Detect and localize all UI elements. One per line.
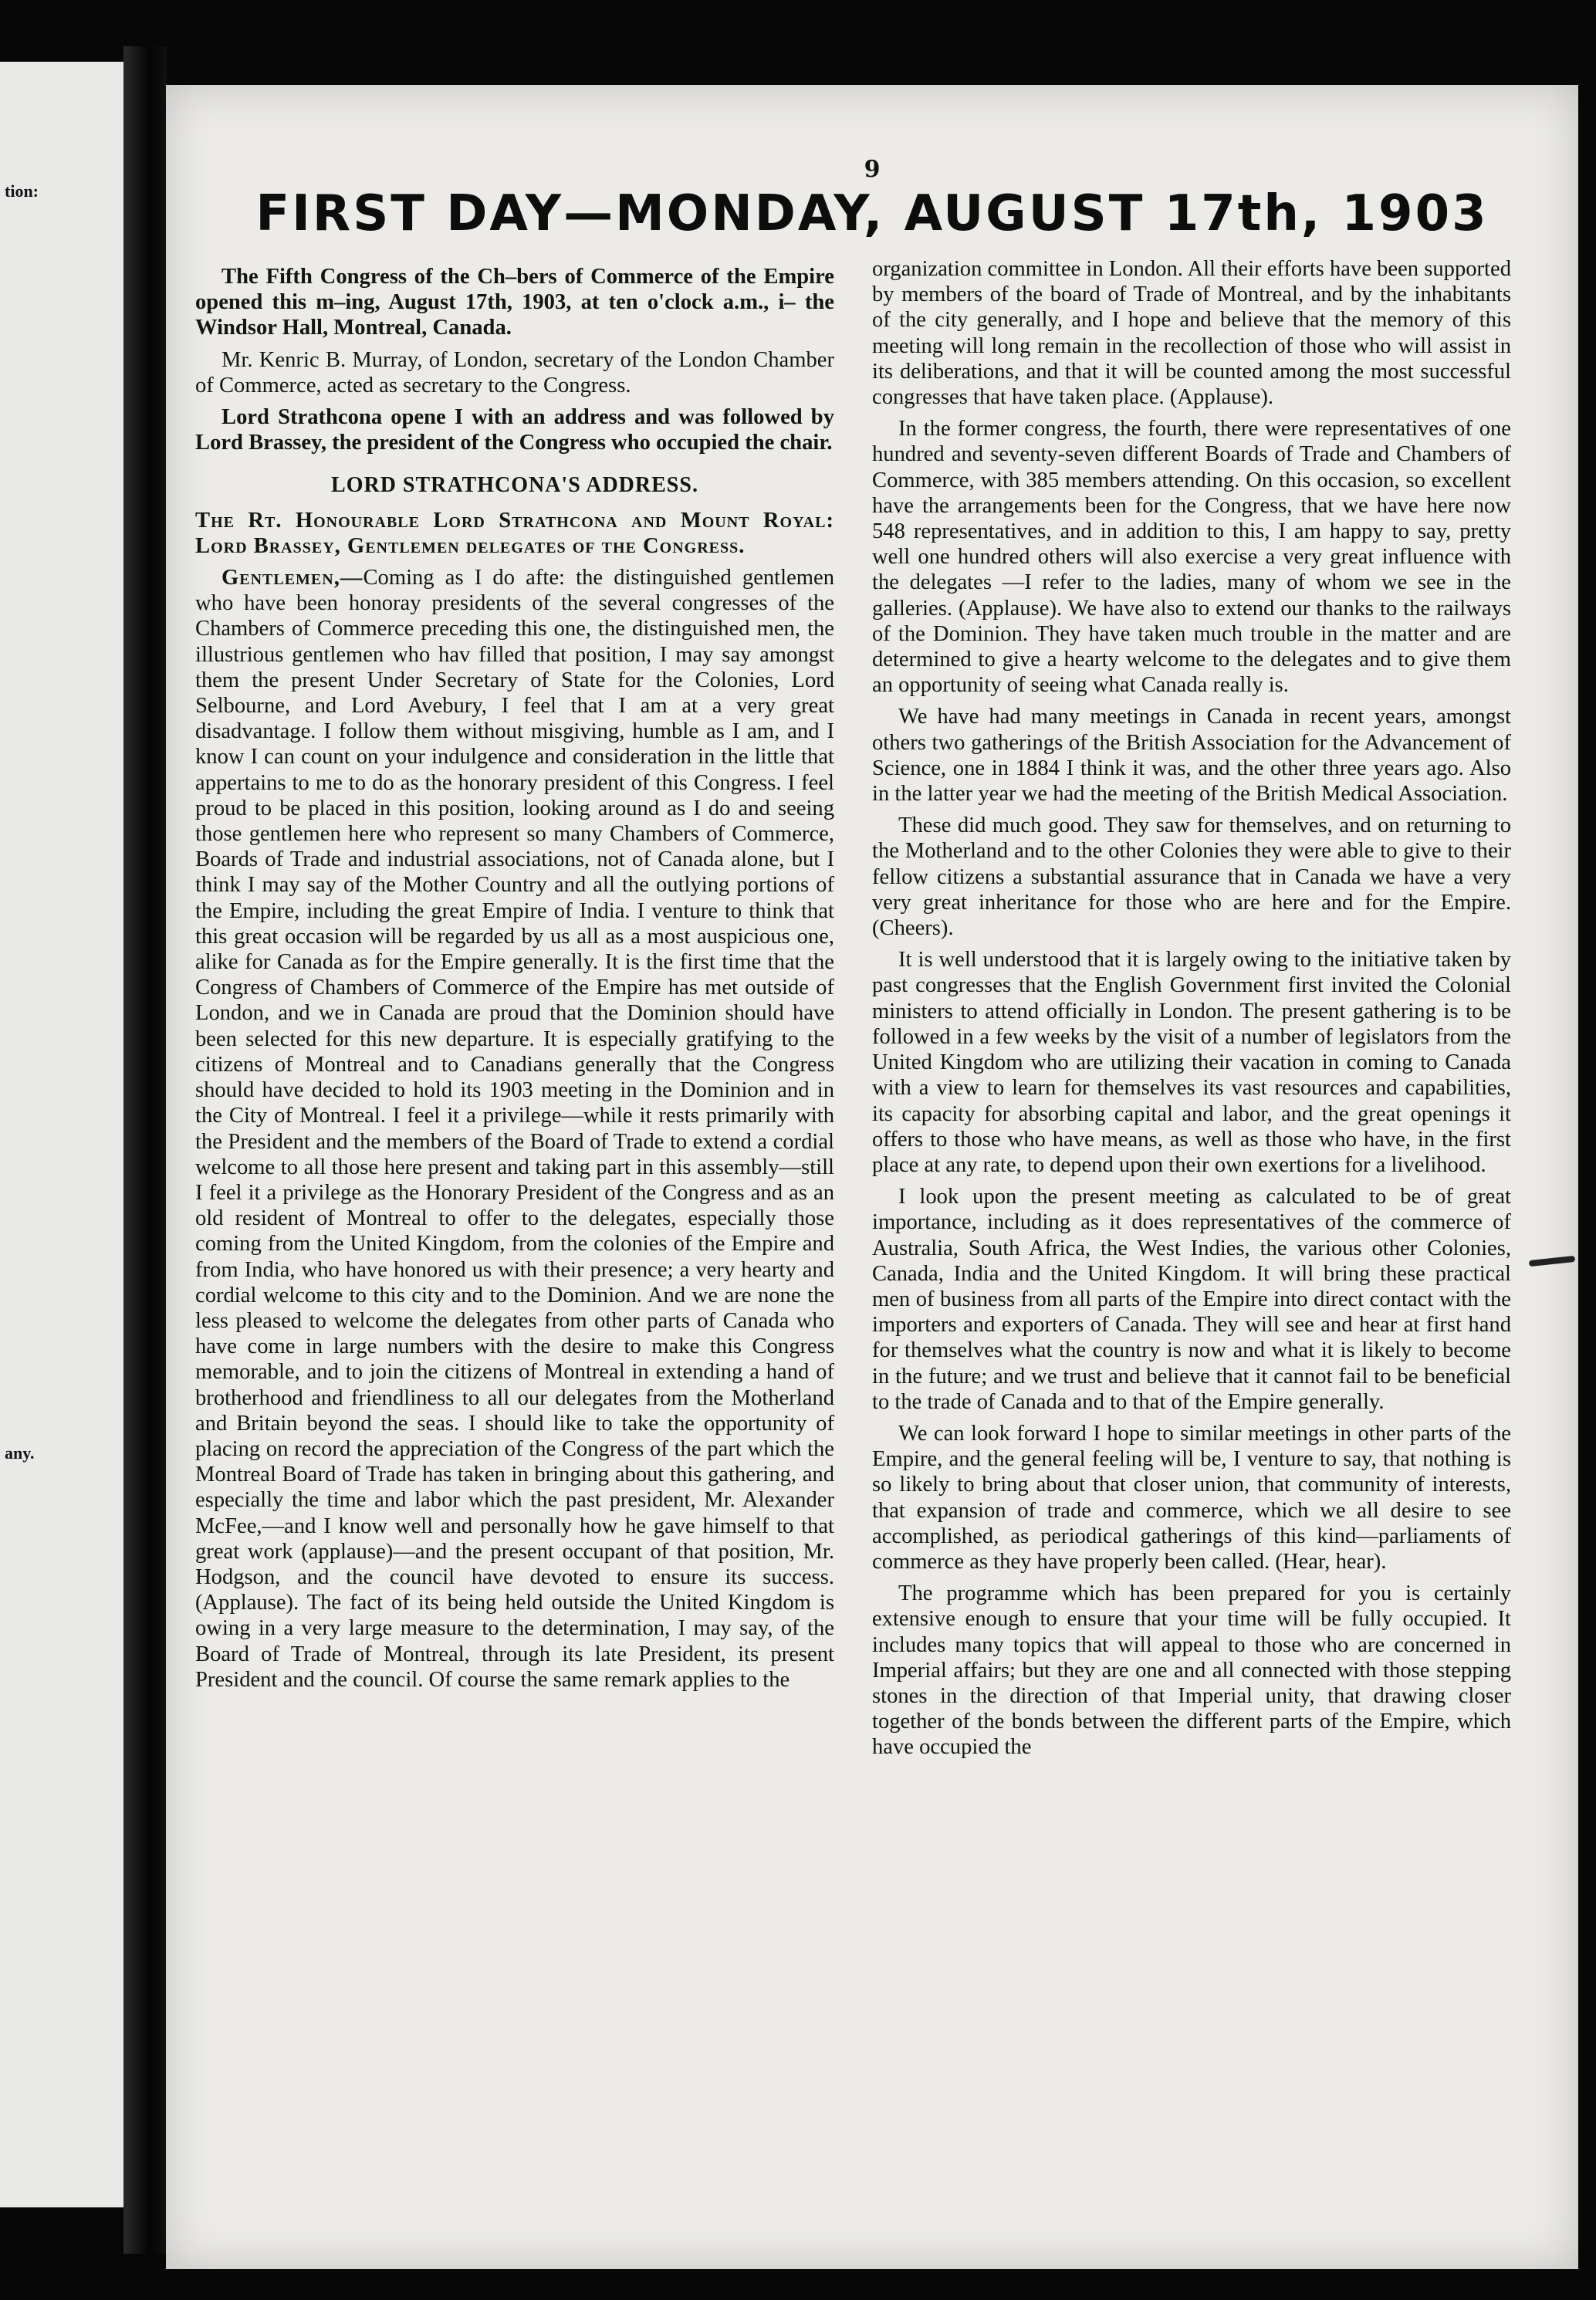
left-column [195,264,834,1699]
intro-paragraph: Mr. Kenric B. Murray, of London, secretary of the London Chamber of Commerce, acted as secretary to the Congress. [195,347,834,397]
address-opening: Gentlemen,— [221,566,363,590]
previous-page-text: any. [5,1443,35,1463]
body-paragraph: The programme which has been prepared for you is certainly extensive enough to ensure that your time will be fully occupied. It includes many topics that will appeal to those who are concerned in Imperial affairs; but they are one and all connected with those stepping stones in the direction of that Imperial unity, that drawing closer together of the bonds between the different parts of the Empire, which have occupied the [872,1581,1511,1760]
section-heading: LORD STRATHCONA'S ADDRESS. [331,473,698,498]
body-paragraph: We can look forward I hope to similar meetings in other parts of the Empire, and the general feeling will be, I venture to say, that nothing is so likely to bring about that closer union, that community of interests, that expansion of trade and commerce, which we all desire to see accomplished, as periodical gatherings of this kind—parliaments of commerce as they have properly been called. (Hear, hear). [872,1421,1511,1574]
scanned-page [166,85,1578,2269]
intro-paragraph: The Fifth Congress of the Ch–bers of Commerce of the Empire opened this m–ing, August 17th, 1903, at ten o'clock a.m., i– the Windsor Hall, Montreal, Canada. [195,265,834,340]
body-paragraph: organization committee in London. All their efforts have been supported by members of the board of Trade of Montreal, and by the inhabitants of the city generally, and I hope and believe that the memory of this meeting will long remain in the recollection of those who will assist in its deliberations, and that it will be counted among the most successful congresses that have taken place. (Applause). [872,257,1511,410]
body-paragraph: In the former congress, the fourth, there were representatives of one hundred and seventy-seven different Boards of Trade and Chambers of Commerce, with 385 members attending. On this occasion, so excellent have the arrangements been for the Congress, that we have here now 548 representatives, and in addition to this, I am happy to say, pretty well one hundred others will also exercise a very great influence with the delegates —I refer to the ladies, many of whom we see in the galleries. (Applause). We have also to extend our thanks to the railways of the Dominion. They have taken much trouble in the matter and are determined to give a hearty welcome to the delegates and to give them an opportunity of seeing what Canada really is. [872,417,1511,698]
previous-page-text: tion: [5,181,39,201]
right-column [872,256,1511,1767]
book-gutter [123,46,167,2254]
salutation: The Rt. Honourable Lord Strathcona and Mount Royal: Lord Brassey, Gentlemen delegates of the Congress. [195,508,834,558]
body-paragraph: These did much good. They saw for themselves, and on returning to the Motherland and to the other Colonies they were able to give to their fellow citizens a substantial assurance that in Canada we have a very very great inheritance for those who are here and for the Empire. (Cheers). [872,813,1511,941]
intro-paragraph: Lord Strathcona opene I with an address and was followed by Lord Brassey, the president of the Congress who occupied the chair. [195,405,834,455]
address-body: Coming as I do afte: the distinguished gentlemen who have been honoray presidents of the several congresses of the Chambers of Commerce preceding this one, the distinguished men, the illustrious gentlemen who hav filled that position, I may say amongst them the present Under Secretary of State for the Colonies, Lord Selbourne, and Lord Avebury, I feel that I am at a very great disadvantage. I follow them without misgiving, humble as I am, and I know I can count on your indulgence and consideration in the little that appertains to me to do as the honorary president of this Congress. I feel proud to be placed in this position, looking around as I do and seeing those gentlemen here who represent so many Chambers of Commerce, Boards of Trade and industrial associations, not of Canada alone, but I think I may say of the Mother Country and all the outlying portions of the Empire, including the great Empire of India. I venture to think that this great occasion will be regarded by us all as a most auspicious one, alike for Canada as for the Empire generally. It is the first time that the Congress of Chambers of Commerce of the Empire has met outside of London, and we in Canada are proud that the Dominion should have been selected for this new departure. It is especially gratifying to the citizens of Montreal and to Canadians generally that the Congress should have decided to hold its 1903 meeting in the Dominion and in the City of Montreal. I feel it a privilege—while it rests primarily with the President and the members of the Board of Trade to extend a cordial welcome to all those here present and taking part in this assembly—still I feel it a privilege as the Honorary President of the Congress and as an old resident of Montreal to offer to the delegates, especially those coming from the United Kingdom, from the colonies of the Empire and from India, who have honored us with their presence; a very hearty and cordial welcome to this city and to the Dominion. And we are none the less pleased to welcome the delegates from other parts of Canada who have come in large numbers with the desire to make this Congress memorable, and to join the citizens of Montreal in extending a hand of brotherhood and friendliness to all our delegates from the Motherland and Britain beyond the seas. I should like to take the opportunity of placing on record the appreciation of the Congress of the part which the Montreal Board of Trade has taken in bringing about this gathering, and especially the time and labor which the past president, Mr. Alexander McFee,—and I know well and personally how he gave himself to that great work (applause)—and the present occupant of that position, Mr. Hodgson, and the council have devoted to ensure its success. (Applause). The fact of its being held outside the United Kingdom is owing in a very large measure to the determination, I may say, of the Board of Trade of Montreal, through its late President, its present President and the council. Of course the same remark applies to the [195,566,834,1692]
body-paragraph: I look upon the present meeting as calculated to be of great importance, including as it does representatives of the commerce of Australia, South Africa, the West Indies, the various other Colonies, Canada, India and the United Kingdom. It will bring these practical men of business from all parts of the Empire into direct contact with the importers and exporters of Canada. They will see and hear at first hand for themselves what the country is now and what it is likely to become in the future; and we trust and believe that it cannot fail to be beneficial to the trade of Canada and to that of the Empire generally. [872,1185,1511,1414]
body-paragraph: It is well understood that it is largely owing to the initiative taken by past congresses that the English Government first invited the Colonial ministers to attend officially in London. The present gathering is to be followed in a few weeks by the visit of a number of legislators from the United Kingdom who are utilizing their vacation in coming to Canada with a view to learn for themselves its vast resources and capabilities, its capacity for absorbing capital and labor, and the great openings it offers to those who have means, as well as those who have, in the first place at any rate, to depend upon their own exertions for a livelihood. [872,948,1511,1177]
page-headline: FIRST DAY—MONDAY, AUGUST 17th, 1903 [255,185,1489,242]
address-paragraph [195,565,834,1693]
page-number: 9 [864,156,881,183]
margin-mark [1529,1256,1576,1267]
body-paragraph: We have had many meetings in Canada in recent years, amongst others two gatherings of the British Association for the Advancement of Science, one in 1884 I think it was, and the other three years ago. Also in the latter year we had the meeting of the British Medical Association. [872,705,1511,807]
